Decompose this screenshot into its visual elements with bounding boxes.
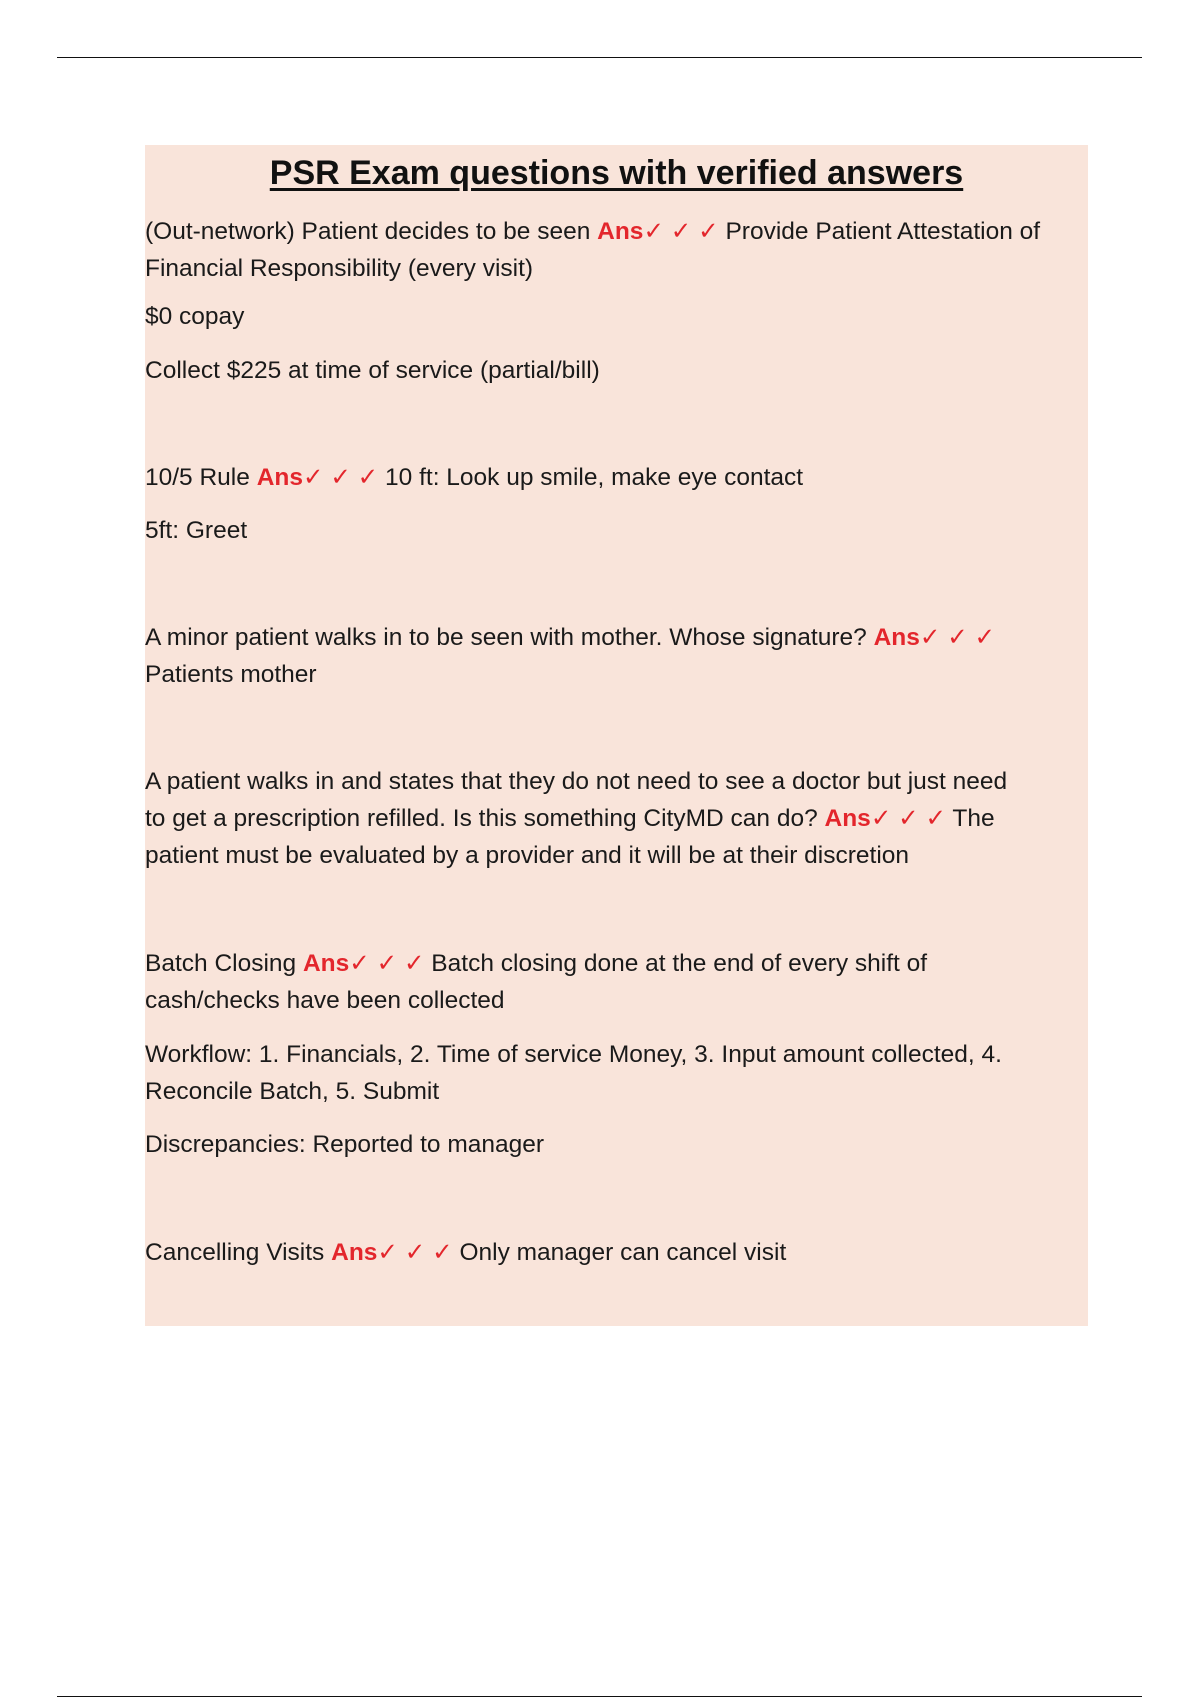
qa-entry [145, 619, 1088, 693]
answer-marker: Ans [597, 218, 644, 245]
qa-entry [145, 459, 1088, 496]
document-panel [145, 145, 1088, 1326]
check-marks: ✓ ✓ ✓ [377, 1239, 453, 1266]
note-text: Collect $225 at time of service (partial/bill) [145, 357, 600, 384]
question-text: Cancelling Visits [145, 1239, 325, 1266]
qa-entry [145, 213, 1088, 287]
answer-text: Batch closing done at the end of every shift of cash/checks have been collected [145, 950, 928, 1014]
qa-entry [145, 945, 1088, 1019]
check-marks: ✓ ✓ ✓ [919, 624, 996, 651]
note-text: Workflow: 1. Financials, 2. Time of service Money, 3. Input amount collected, 4. Reconcile Batch, 5. Submit [145, 1041, 1002, 1105]
note-text: Discrepancies: Reported to manager [145, 1131, 545, 1158]
qa-line [145, 945, 1088, 1019]
answer-marker: Ans [302, 950, 350, 977]
qa-line [145, 619, 1088, 693]
check-marks: ✓ ✓ ✓ [643, 218, 719, 245]
answer-text: 10 ft: Look up smile, make eye contact [385, 464, 804, 491]
answer-text: Patients mother [145, 661, 317, 688]
answer-text: Only manager can cancel visit [459, 1239, 787, 1266]
answer-text: The patient must be evaluated by a provider and it will be at their discretion [145, 805, 995, 869]
check-marks: ✓ ✓ ✓ [870, 805, 947, 832]
qa-line [145, 213, 1088, 287]
qa-entry [145, 763, 1088, 874]
question-text: 10/5 Rule [145, 464, 250, 491]
question-text: A minor patient walks in to be seen with mother. Whose signature? [145, 624, 867, 651]
answer-marker: Ans [873, 624, 920, 651]
check-marks: ✓ ✓ ✓ [303, 464, 379, 491]
qa-line [145, 1234, 1088, 1271]
header-rule [57, 57, 1142, 58]
answer-marker: Ans [331, 1239, 378, 1266]
question-text: A patient walks in and states that they do not need to see a doctor but just need to get a prescription refilled. Is this something CityMD can do? [145, 768, 1008, 832]
check-marks: ✓ ✓ ✓ [349, 950, 425, 977]
question-text: Batch Closing [145, 950, 297, 977]
qa-line [145, 763, 1088, 874]
qa-line [145, 459, 1088, 496]
document-title: PSR Exam questions with verified answers [269, 154, 964, 192]
answer-marker: Ans [824, 805, 871, 832]
footer-rule [57, 1696, 1142, 1697]
question-text: (Out-network) Patient decides to be seen [145, 218, 591, 245]
note-text: 5ft: Greet [145, 517, 248, 544]
qa-entry [145, 1234, 1088, 1271]
answer-marker: Ans [256, 464, 303, 491]
answer-text: Provide Patient Attestation of Financial Responsibility (every visit) [145, 218, 1041, 282]
note-text: $0 copay [145, 303, 245, 330]
